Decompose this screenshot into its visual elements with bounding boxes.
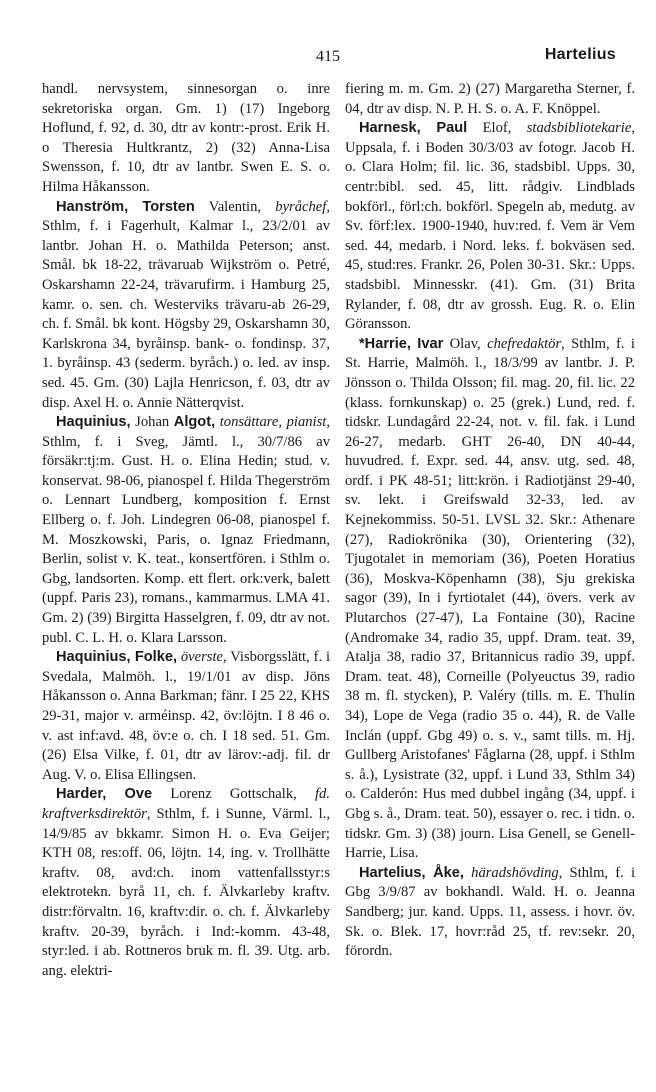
entry-surname: Harder, <box>56 786 107 803</box>
entry-continuation <box>42 80 330 198</box>
entry-surname: Hartelius, Åke, <box>359 864 464 881</box>
entry-haquinius-folke <box>42 648 330 785</box>
entry-names: Valentin, <box>194 198 276 215</box>
running-head: Hartelius <box>544 46 616 63</box>
entry-firstname: Torsten <box>142 198 195 215</box>
entry-text: , Sthlm, f. i Fagerhult, Kalmar l., 23/2/01 av lantbr. Johan H. o. Mathilda Peterson; anst. Smål. bk 18-22, trävaruab Wijkström o. Petré, Oskarshamn 22-24, trävarufirm. i Hamburg 25, kamr. o. sen. ch. Westerviks trävaru-ab 26-29, ch. f. Smål. bk kont. Högsby 29, Oskarshamn 30, Karlskrona 34, byråinsp. bank- o. fondinsp. 37, 1. byråinsp. 43 (sederm. byråch.) o. led. av insp. sed. 45. Gm. (30) Lajla Henricson, f. 03, dtr av disp. Axel H. o. Annie Nätterqvist. <box>42 198 330 411</box>
entry-firstname: Algot, <box>173 414 216 431</box>
entry-names: Olav, <box>443 335 488 352</box>
entry-text: , Uppsala, f. i Boden 30/3/03 av fotogr. Jacob H. o. Clara Holm; fil. lic. 36, stadsbibl. Upps. 30, centr:bibl. sed. 45, litt. rådgiv. Lindblads bokförl., förl:ch. bokförl. Spegeln ab, medutg. av Sv. förf:lex. 1900-1940, huv:red. f. Vem är Vem sed. 44, medarb. i Nord. leks. f. bokväsen sed. 45, stud:res. Frankr. 26, Polen 30-31. Skr.: Upps. stadsbibl. Minnesskr. (41). Gm. (31) Brita Rylander, f. 08, dtr av grossh. Eug. R. o. Elin Göransson. <box>345 120 635 333</box>
entry-text: handl. nervsystem, sinnesorgan o. inre sekretoriska organ. Gm. 1) (17) Ingeborg Hoflund, f. 92, d. 30, dtr av kontr:-prost. Erik H. o Theresia Hultkrantz, 2) (32) Anna-Lisa Swensson, f. 10, dtr av lantbr. Swen E. S. o. Hilma Håkansson. <box>42 81 330 195</box>
entry-occupation: byråchef <box>275 198 327 215</box>
entry-firstname: Ivar <box>417 335 444 352</box>
entry-harder <box>42 785 330 981</box>
entry-occupation: stadsbibliotekarie <box>526 120 632 137</box>
entry-surname: Hanström, <box>56 198 129 215</box>
entry-harnesk <box>345 119 635 335</box>
left-column <box>42 80 330 981</box>
entry-occupation: häradshövding <box>471 864 559 881</box>
entry-continuation <box>345 80 635 119</box>
entry-surname: Haquinius, <box>56 414 131 431</box>
entry-text: , Sthlm, f. i St. Harrie, Malmöh. l., 18/3/99 av lantbr. J. P. Jönsson o. Thilda Olsson; fil. mag. 20, fil. lic. 22 (klass. fornkunskap) o. 25 (grek.) Lund, red. f. tidskr. Lundagård 22-24, not. v. fil. fak. i Lund 26-27, medarb. GHT 26-40, DN 40-44, huvudred. f. Expr. sed. 44, ansv. utg. sed. 48, ordf. i PK 48-51; litt:krön. i Radiotjänst 29-40, sv. lekt. i Greifswald 32-33, led. av Kejnekommiss. 50-51. LVSL 32. Skr.: Athenare (27), Radiokrönika (30), Orientering (32), Tjugotalet in memoriam (36), Poeten Horatius (36), Moskva-Köpenhamn (38), Sju grekiska sagor (39), In i fyrtiotalet (44), övers. verk av Plutarchos (27-47), La Fontaine (30), Racine (Andromake 34, radio 35, uppf. Dram. teat. 39, Atalja 38, radio 37, Britannicus radio 39, uppf. Dram. teat. 48), Corneille (Polyeuctus 39, radio 38 m. fl. stycken), P. Valéry (tills. m. E. Thulin 34), Lope de Vega (radio 35 o. 44), R. de Valle Inclán (uppf. Gbg 49) o. s. v., samt tills. m. Hj. Gullberg Aristofanes' Fåglarna (28, uppf. i Sthlm s. å.), Lysistrate (32, uppf. i Lund 33, Sthlm 34) o. Calderón: Hus med dubbel ingång (34, uppf. i Gbg s. å., Dram. teat. 50), essayer o. rec. i tidn. o. tidskr. Gm. 3) (38) journ. Lisa Genell, se Genell-Harrie, Lisa. <box>345 335 635 862</box>
page-header <box>40 44 616 68</box>
entry-firstname: Ove <box>124 786 153 803</box>
entry-text: , Visborgsslätt, f. i Svedala, Malmöh. l., 19/1/01 av disp. Jöns Håkansson o. Anna Barkman; fänr. I 25 22, KHS 29-31, major v. arméinsp. 42, öv:löjtn. I 8 46 o. v. ast inf:avd. 48, öv:e o. ch. I 18 sed. 51. Gm. (26) Elsa Vilke, f. 01, dtr av lärov:-adj. fil. dr Aug. V. o. Elisa Ellingsen. <box>42 649 330 783</box>
entry-occupation: fd. kraftverksdirektör <box>42 786 330 822</box>
entry-text: , Sthlm, f. i Sunne, Värml. l., 14/9/85 av bkkamr. Simon H. o. Eva Geijer; KTH 08, res:off. 06, löjtn. 14, ing. v. Trollhätte kraftv. 08, avd:ch. inom vattenfallsstyr:s elektrotekn. byrå 11, ch. f. Älvkarleby kraftv. distr:förvaltn. 16, kraftv:dir. o. ch. f. Älvkarleby kraftv. 20-39, byråch. i Ind:-komm. 43-48, styr:led. i ab. Rottneros bruk m. fl. 39. Utg. arb. ang. elektri- <box>42 805 330 979</box>
page-number: 415 <box>316 48 340 65</box>
entry-surname: *Harrie, <box>359 335 411 352</box>
entry-surname: Haquinius, Folke, <box>56 649 178 666</box>
entry-text: , Sthlm, f. i Gbg 3/9/87 av bokhandl. Wald. H. o. Jeanna Sandberg; jur. kand. Upps. 11, assess. i hovr. öv. Sk. o. Blek. 17, hovr:råd 25, tf. rev:sekr. 20, förordn. <box>345 864 636 960</box>
entry-harrie <box>345 335 635 864</box>
entry-hanstrom <box>42 198 330 414</box>
entry-haquinius-algot <box>42 413 330 648</box>
entry-surname: Harnesk, Paul <box>359 120 468 137</box>
entry-names: Lorenz Gottschalk, <box>152 786 315 803</box>
entry-occupation: chefredaktör <box>487 335 562 352</box>
entry-text: , Sthlm, f. i Sveg, Jämtl. l., 30/7/86 av försäkr:tj:m. Gust. H. o. Elina Hedin; stud. v. konservat. 98-06, pianospel f. Hilda Thegerström o. Lennart Lundberg, komposition f. Ernst Ellberg o. f. Joh. Lindegren 06-08, pianospel f. M. Moszkowski, Paris, o. Ignaz Friedmann, Berlin, solist v. K. teat., konsertfören. i Sthlm o. Gbg, landsorten. Komp. ett flert. ork:verk, balett (uppf. Paris 23), romans., kammarmus. LMA 41. Gm. 2) (39) Birgitta Hasselgren, f. 09, dtr av not. publ. C. L. H. o. Klara Larsson. <box>42 414 330 646</box>
entry-text: fiering m. m. Gm. 2) (27) Margaretha Sterner, f. 04, dtr av disp. N. P. H. S. o. A. F. Knöppel. <box>345 81 635 117</box>
right-column <box>345 80 635 962</box>
entry-hartelius <box>345 864 635 962</box>
entry-pre: Johan <box>130 414 174 431</box>
entry-occupation: överste <box>180 649 224 666</box>
entry-occupation: tonsättare, pianist <box>219 414 327 431</box>
entry-names: Elof, <box>467 120 527 137</box>
